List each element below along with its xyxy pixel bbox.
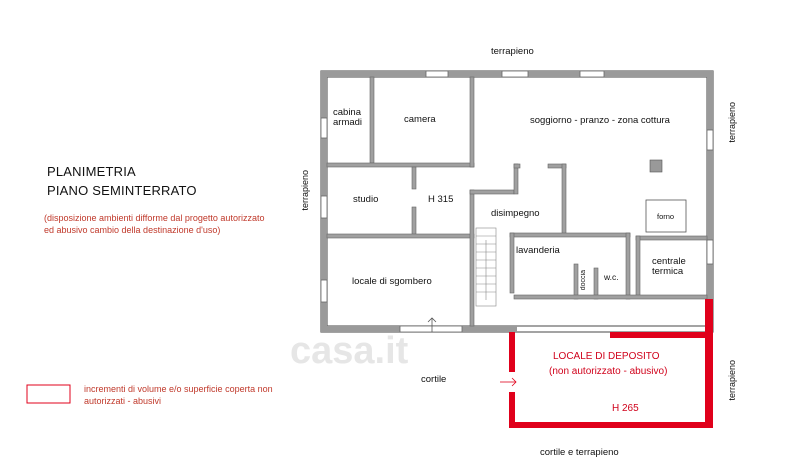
deposito-walls xyxy=(509,299,713,428)
stairs-icon xyxy=(476,228,496,306)
room-cabina-armadi: cabina armadi xyxy=(333,107,363,128)
room-wc: w.c. xyxy=(604,272,619,282)
label-cortile: cortile xyxy=(421,374,447,385)
hob-icon xyxy=(650,160,662,172)
legend-swatch xyxy=(27,385,70,403)
room-doccia: doccia xyxy=(580,270,587,291)
plan-subtitle: PIANO SEMINTERRATO xyxy=(47,183,197,198)
plan-title: PLANIMETRIA xyxy=(47,164,136,179)
room-disimpegno: disimpegno xyxy=(491,208,540,219)
room-locale-sgombero: locale di sgombero xyxy=(352,276,432,287)
room-camera: camera xyxy=(404,114,436,125)
label-cortile-terrapieno: cortile e terrapieno xyxy=(540,447,619,458)
label-left-terrapieno: terrapieno xyxy=(300,170,310,211)
room-centrale-termica: centrale termica xyxy=(652,256,686,277)
room-studio: studio xyxy=(353,194,379,205)
watermark-logo: casa.it xyxy=(290,330,409,372)
room-height-main: H 315 xyxy=(428,194,454,205)
plan-note: (disposizione ambienti difforme dal progetto autorizzato ed abusivo cambio della destinazione d'uso) xyxy=(44,213,265,235)
label-right-terrapieno-lower: terrapieno xyxy=(727,360,737,401)
deposito-title: LOCALE DI DEPOSITO xyxy=(553,351,660,362)
deposito-subtitle: (non autorizzato - abusivo) xyxy=(549,366,668,377)
label-top-terrapieno: terrapieno xyxy=(491,46,534,57)
room-forno: forno xyxy=(657,212,675,221)
deposito-height: H 265 xyxy=(612,403,639,414)
label-right-terrapieno-upper: terrapieno xyxy=(727,102,737,143)
room-soggiorno: soggiorno - pranzo - zona cottura xyxy=(530,115,670,126)
legend-text: incrementi di volume e/o superficie coperta non autorizzati - abusivi xyxy=(84,384,273,406)
deposito-arrow-icon xyxy=(500,378,516,386)
room-lavanderia: lavanderia xyxy=(516,245,560,256)
